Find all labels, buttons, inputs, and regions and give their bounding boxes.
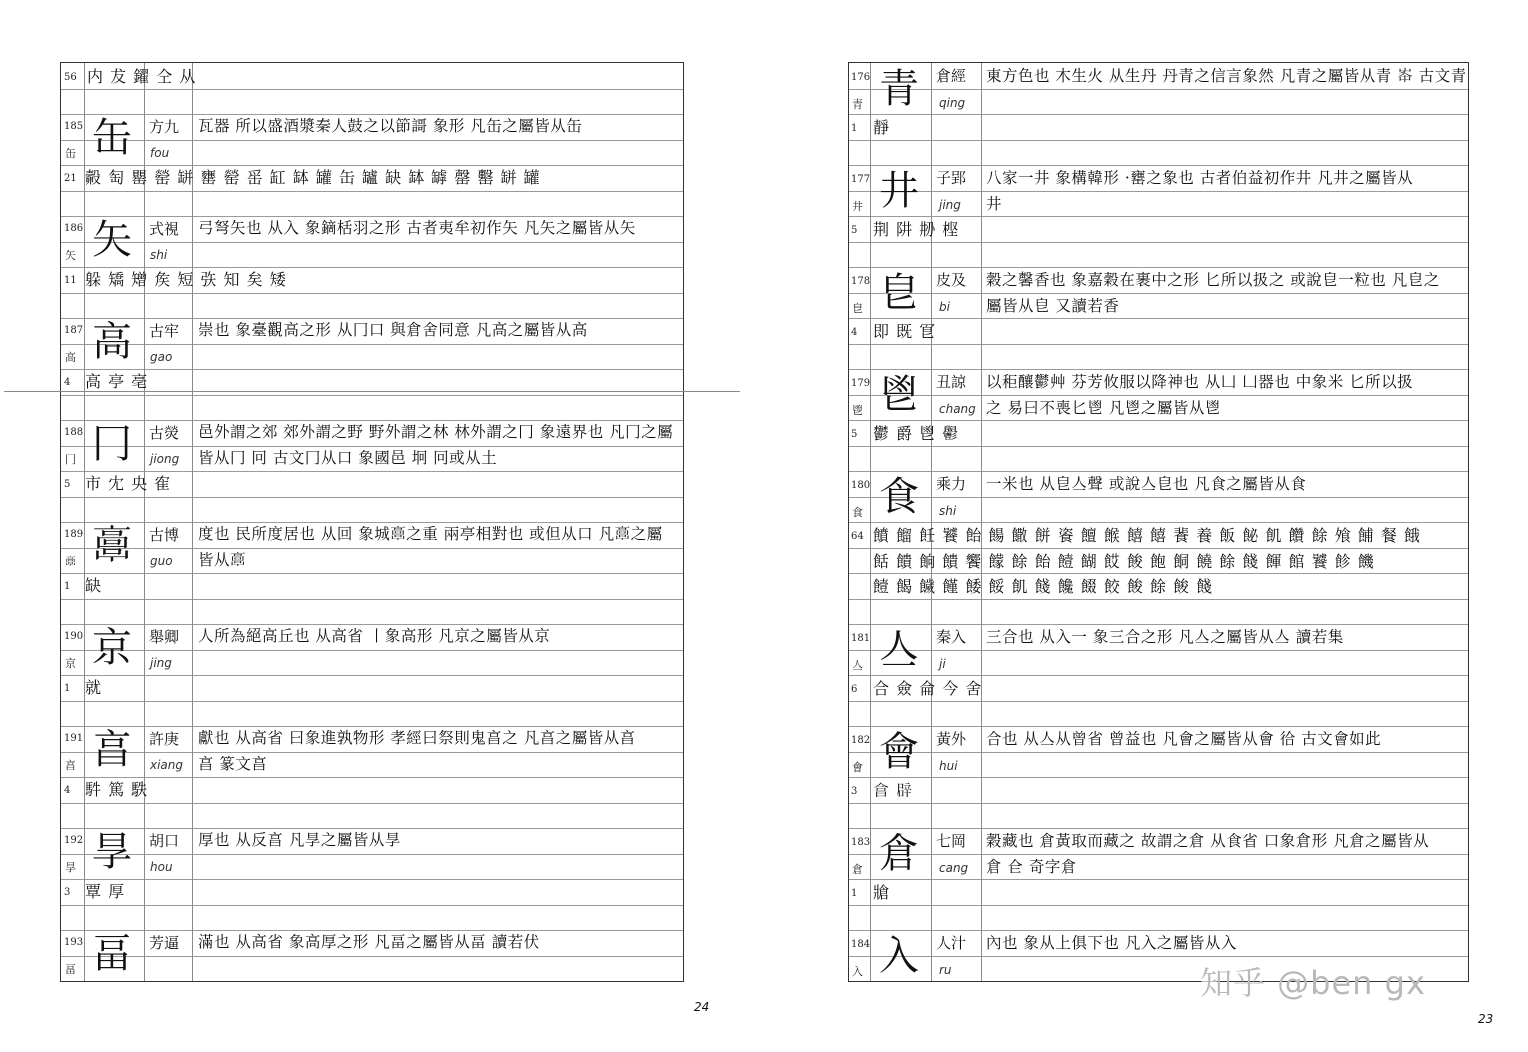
- entry-number: 186: [64, 223, 84, 234]
- pinyin: shi: [939, 503, 957, 518]
- ruled-line: [61, 446, 683, 447]
- entry-number: 193: [64, 937, 84, 948]
- entry-number: 187: [64, 325, 84, 336]
- column-rule: [192, 63, 193, 981]
- ruled-line: [61, 344, 683, 345]
- fanqie: 丑諒: [936, 373, 967, 391]
- derived-characters: 高 亭 亳: [85, 372, 149, 391]
- ruled-line: [849, 446, 1468, 447]
- definition-line: 三合也 从入一 象三合之形 凡亼之屬皆从亼 讀若集: [986, 628, 1344, 646]
- fanqie: 舉卿: [149, 628, 180, 646]
- entry-variant: 京: [65, 656, 76, 670]
- derived-characters: 㲉 匋 罌 罃 缾 罋 罃 䍃 缸 缽 罐 缶 罏 缺 缽 罅 罄 罊 缾 罐: [85, 168, 541, 187]
- ruled-line: [61, 216, 683, 217]
- fanqie: 古熒: [149, 424, 180, 442]
- entry-variant: 矢: [65, 248, 76, 262]
- derived-characters: 躲 矯 矰 矦 短 矤 知 矣 矮: [85, 270, 287, 289]
- ruled-line: [61, 242, 683, 243]
- ruled-line: [61, 905, 683, 906]
- ruled-line: [849, 701, 1468, 702]
- seal-glyph: 青: [879, 66, 919, 112]
- seal-glyph: 㫗: [92, 829, 132, 875]
- definition-line: 人所為絕高丘也 从高省 丨象高形 凡京之屬皆从京: [198, 627, 551, 645]
- entry-variant: 𩫖: [65, 554, 76, 568]
- ruled-line: [61, 497, 683, 498]
- pinyin: chang: [939, 401, 976, 416]
- derived-count: 64: [851, 531, 864, 542]
- ruled-line: [849, 905, 1468, 906]
- header-text: 内 犮 鑃 仝 从: [87, 67, 197, 86]
- derived-characters: 靜: [873, 118, 891, 137]
- entry-variant: 會: [852, 760, 863, 774]
- pinyin: cang: [939, 860, 969, 875]
- seal-glyph: 倉: [879, 831, 919, 877]
- ruled-line: [61, 318, 683, 319]
- entry-variant: 井: [852, 199, 863, 213]
- fanqie: 秦入: [936, 628, 967, 646]
- ruled-line: [61, 114, 683, 115]
- pinyin: bi: [939, 299, 950, 314]
- derived-count: 5: [851, 225, 858, 236]
- seal-glyph: 高: [92, 319, 132, 365]
- entry-number: 179: [851, 378, 871, 389]
- ruled-line: [849, 930, 1468, 931]
- derived-count: 4: [851, 327, 858, 338]
- seal-glyph: 畐: [92, 931, 132, 977]
- pinyin: shi: [150, 247, 168, 262]
- definition-line: 弓弩矢也 从入 象鏑栝羽之形 古者夷牟初作矢 凡矢之屬皆从矢: [198, 219, 636, 237]
- fanqie: 式視: [149, 220, 180, 238]
- ruled-line: [849, 854, 1468, 855]
- definition-line: 之 易曰不喪匕鬯 凡鬯之屬皆从鬯: [986, 398, 1221, 417]
- ruled-line: [849, 599, 1468, 600]
- ruled-line: [849, 828, 1468, 829]
- pinyin: guo: [150, 553, 173, 568]
- definition-line: 厚也 从反亯 凡㫗之屬皆从㫗: [198, 831, 401, 849]
- ruled-line: [849, 267, 1468, 268]
- column-rule: [144, 63, 145, 981]
- entry-variant: 㫗: [65, 860, 76, 874]
- seal-glyph: 京: [92, 625, 132, 671]
- pinyin: hui: [939, 758, 958, 773]
- ruled-line: [849, 293, 1468, 294]
- pinyin: hou: [150, 859, 173, 874]
- entry-number: 190: [64, 631, 84, 642]
- fanqie: 許庚: [149, 730, 180, 748]
- left-page: [60, 62, 684, 982]
- ruled-line: [849, 165, 1468, 166]
- ruled-line: [849, 497, 1468, 498]
- ruled-line: [61, 956, 683, 957]
- ruled-line: [849, 471, 1468, 472]
- ruled-line: [849, 242, 1468, 243]
- fanqie: 古牢: [149, 322, 180, 340]
- entry-variant: 亯: [65, 758, 76, 772]
- ruled-line: [849, 216, 1468, 217]
- ruled-line: [61, 471, 683, 472]
- ruled-line: [849, 318, 1468, 319]
- derived-characters: 缺: [85, 576, 103, 595]
- ruled-line: [849, 675, 1468, 676]
- ruled-line: [61, 420, 683, 421]
- derived-count: 11: [64, 275, 77, 286]
- ruled-line: [61, 624, 683, 625]
- ruled-line: [849, 114, 1468, 115]
- definition-line: 以秬釀鬱艸 芬芳攸服以降神也 从凵 凵器也 中象米 匕所以扱: [986, 373, 1414, 391]
- fanqie: 皮及: [936, 271, 967, 289]
- derived-count: 3: [64, 887, 71, 898]
- entry-variant: 鬯: [852, 403, 863, 417]
- entry-number: 180: [851, 480, 871, 491]
- definition-line: 內也 象从上俱下也 凡入之屬皆从入: [986, 934, 1237, 952]
- derived-count: 5: [851, 429, 858, 440]
- ruled-line: [849, 344, 1468, 345]
- entry-variant: 亼: [852, 658, 863, 672]
- ruled-line: [849, 548, 1468, 549]
- derived-count: 21: [64, 173, 77, 184]
- fanqie: 古博: [149, 526, 180, 544]
- ruled-line: [61, 573, 683, 574]
- definition-line: 東方色也 木生火 从生丹 丹青之信言象然 凡青之屬皆从青 𡴑 古文青: [986, 67, 1467, 85]
- fanqie: 黃外: [936, 730, 967, 748]
- definition-line: 滿也 从高省 象高厚之形 凡畐之屬皆从畐 讀若伏: [198, 933, 540, 951]
- ruled-line: [61, 803, 683, 804]
- pinyin: jiong: [150, 451, 180, 466]
- ruled-line: [849, 879, 1468, 880]
- derived-count: 3: [851, 786, 858, 797]
- ruled-line: [61, 140, 683, 141]
- watermark: 知乎 @ben gx: [1200, 964, 1426, 1002]
- header-count: 56: [64, 72, 77, 83]
- seal-glyph: 皀: [879, 270, 919, 316]
- definition-line: 穀藏也 倉黃取而藏之 故謂之倉 从食省 口象倉形 凡倉之屬皆从: [986, 832, 1430, 850]
- derived-count: 1: [64, 683, 71, 694]
- entry-variant: 冂: [65, 452, 76, 466]
- fanqie: 七岡: [936, 832, 967, 850]
- derived-characters: 牄: [873, 883, 891, 902]
- ruled-line: [849, 140, 1468, 141]
- derived-count: 1: [851, 888, 858, 899]
- entry-variant: 皀: [852, 301, 863, 315]
- fanqie: 方九: [149, 118, 180, 136]
- fanqie: 芳逼: [149, 934, 180, 952]
- ruled-line: [61, 675, 683, 676]
- definition-line: 八家一井 象構韓形 ·罋之象也 古者伯益初作井 凡井之屬皆从: [986, 169, 1414, 187]
- derived-count: 4: [64, 377, 71, 388]
- definition-line: 皆从𩫖: [198, 550, 247, 569]
- fanqie: 子郢: [936, 169, 967, 187]
- ruled-line: [61, 267, 683, 268]
- ruled-line: [849, 395, 1468, 396]
- derived-characters: 鬱 爵 鬯 𩰪: [873, 424, 960, 443]
- column-rule: [84, 63, 85, 981]
- derived-count: 1: [64, 581, 71, 592]
- seal-glyph: 入: [879, 933, 919, 979]
- seal-glyph: 冂: [92, 421, 132, 467]
- ruled-line: [61, 165, 683, 166]
- left-page-number: 24: [694, 1000, 710, 1014]
- fanqie: 倉經: [936, 67, 967, 85]
- ruled-line: [849, 752, 1468, 753]
- entry-number: 192: [64, 835, 84, 846]
- entry-variant: 入: [852, 964, 863, 978]
- definition-line: 穀之馨香也 象嘉穀在裹中之形 匕所以扱之 或說皀一粒也 凡皀之: [986, 271, 1440, 289]
- entry-variant: 倉: [852, 862, 863, 876]
- derived-characters-line: 饐 餲 饖 饉 餧 餒 飢 餞 饞 餟 餃 餕 餘 餕 餞: [873, 577, 1214, 596]
- derived-count: 1: [851, 123, 858, 134]
- ruled-line: [61, 930, 683, 931]
- ruled-line: [61, 599, 683, 600]
- ruled-line: [849, 956, 1468, 957]
- ruled-line: [61, 650, 683, 651]
- seal-glyph: 亯: [92, 727, 132, 773]
- entry-variant: 食: [852, 505, 863, 519]
- entry-variant: 青: [852, 97, 863, 111]
- ruled-line: [849, 522, 1468, 523]
- ruled-line: [849, 726, 1468, 727]
- definition-line: 度也 民所度居也 从回 象城𩫖之重 兩亭相對也 或但从口 凡𩫖之屬: [198, 525, 663, 543]
- definition-line: 一米也 从皀亼聲 或說亼皀也 凡食之屬皆从食: [986, 475, 1307, 493]
- ruled-line: [849, 777, 1468, 778]
- entry-number: 176: [851, 72, 871, 83]
- definition-line: 合也 从亼从曾省 曾益也 凡會之屬皆从會 㣛 古文會如此: [986, 730, 1382, 748]
- pinyin: fou: [150, 145, 170, 160]
- entry-variant: 高: [65, 350, 76, 364]
- ruled-line: [849, 89, 1468, 90]
- derived-characters-line: 餂 饋 餉 饋 饗 饛 餘 飴 饐 餬 餀 餕 飽 餇 饒 餘 餞 餫 館 饕 飻 饑: [873, 551, 1375, 571]
- seal-glyph: 矢: [92, 217, 132, 263]
- derived-count: 4: [64, 785, 71, 796]
- entry-number: 184: [851, 939, 871, 950]
- derived-characters: 就: [85, 678, 103, 697]
- ruled-line: [849, 369, 1468, 370]
- ruled-line: [61, 548, 683, 549]
- pinyin: qing: [939, 95, 966, 110]
- ruled-line: [61, 752, 683, 753]
- ruled-line: [849, 650, 1468, 651]
- ruled-line: [849, 624, 1468, 625]
- column-rule: [931, 63, 932, 981]
- derived-characters: 市 冘 央 隺: [85, 474, 172, 493]
- ruled-line: [61, 726, 683, 727]
- fanqie: 胡口: [149, 832, 180, 850]
- ruled-line: [61, 89, 683, 90]
- seal-glyph: 缶: [92, 115, 132, 161]
- seal-glyph: 𩫖: [92, 523, 132, 569]
- ruled-line: [61, 879, 683, 880]
- column-rule: [981, 63, 982, 981]
- pinyin: xiang: [150, 757, 184, 772]
- ruled-line: [849, 420, 1468, 421]
- derived-characters-line: 饙 餾 飪 饕 飴 餳 饊 餅 餈 饘 餱 饎 饎 餥 養 飯 飶 飢 饡 餘 飧 餔 餐 餓: [873, 526, 1421, 545]
- seal-glyph: 食: [879, 474, 919, 520]
- definition-line: 倉 仺 奇字倉: [986, 857, 1077, 876]
- ruled-line: [61, 777, 683, 778]
- ruled-line: [61, 522, 683, 523]
- entry-number: 178: [851, 276, 871, 287]
- derived-characters: 即 既 冟: [873, 322, 937, 341]
- pinyin: ru: [939, 962, 952, 977]
- ruled-line: [61, 701, 683, 702]
- entry-number: 177: [851, 174, 871, 185]
- entry-variant: 畐: [65, 962, 76, 976]
- entry-number: 181: [851, 633, 871, 644]
- derived-characters: 荆 阱 刱 㭴: [873, 220, 960, 239]
- right-page-number: 23: [1478, 1012, 1494, 1026]
- entry-number: 188: [64, 427, 84, 438]
- pinyin: jing: [150, 655, 172, 670]
- ruled-line: [849, 573, 1468, 574]
- seal-glyph: 井: [879, 168, 919, 214]
- entry-variant: 缶: [65, 146, 76, 160]
- ruled-line: [849, 191, 1468, 192]
- derived-characters: 覃 厚: [85, 882, 126, 901]
- entry-number: 183: [851, 837, 871, 848]
- derived-count: 6: [851, 684, 858, 695]
- pinyin: ji: [939, 656, 946, 671]
- definition-line: 瓦器 所以盛酒漿秦人鼓之以節謌 象形 凡缶之屬皆从缶: [198, 117, 583, 135]
- derived-characters: 合 僉 侖 今 舍: [873, 679, 983, 698]
- fanqie: 乘力: [936, 475, 967, 493]
- pinyin: jing: [939, 197, 961, 212]
- ruled-line: [61, 854, 683, 855]
- definition-line: 邑外謂之郊 郊外謂之野 野外謂之林 林外謂之冂 象遠界也 凡冂之屬: [198, 423, 674, 441]
- ruled-line: [61, 369, 683, 370]
- definition-line: 屬皆从皀 又讀若香: [986, 296, 1120, 315]
- ruled-line: [61, 395, 683, 396]
- derived-characters: 䭽 篤 䭿: [85, 780, 149, 799]
- derived-characters: 𣌭 辟: [873, 781, 914, 800]
- seal-glyph: 亼: [879, 627, 919, 673]
- right-page: [848, 62, 1469, 982]
- seal-glyph: 鬯: [879, 372, 919, 418]
- ruled-line: [849, 803, 1468, 804]
- entry-number: 189: [64, 529, 84, 540]
- ruled-line: [61, 828, 683, 829]
- entry-number: 185: [64, 121, 84, 132]
- definition-line: 皆从冂 冋 古文冂从口 象國邑 坰 冋或从土: [198, 448, 498, 467]
- column-rule: [870, 63, 871, 981]
- derived-count: 5: [64, 479, 71, 490]
- ruled-line: [61, 191, 683, 192]
- definition-line: 獻也 从高省 曰象進孰物形 孝經曰祭則鬼亯之 凡亯之屬皆从亯: [198, 729, 636, 747]
- definition-line: 亯 篆文亯: [198, 754, 268, 773]
- definition-line: 崇也 象臺觀高之形 从冂口 與倉舍同意 凡高之屬皆从高: [198, 321, 588, 339]
- entry-number: 191: [64, 733, 84, 744]
- definition-line: 井: [986, 194, 1003, 213]
- fanqie: 人汁: [936, 934, 967, 952]
- ruled-line: [61, 293, 683, 294]
- page-crease-line: [4, 391, 740, 392]
- pinyin: gao: [150, 349, 173, 364]
- seal-glyph: 會: [879, 729, 919, 775]
- entry-number: 182: [851, 735, 871, 746]
